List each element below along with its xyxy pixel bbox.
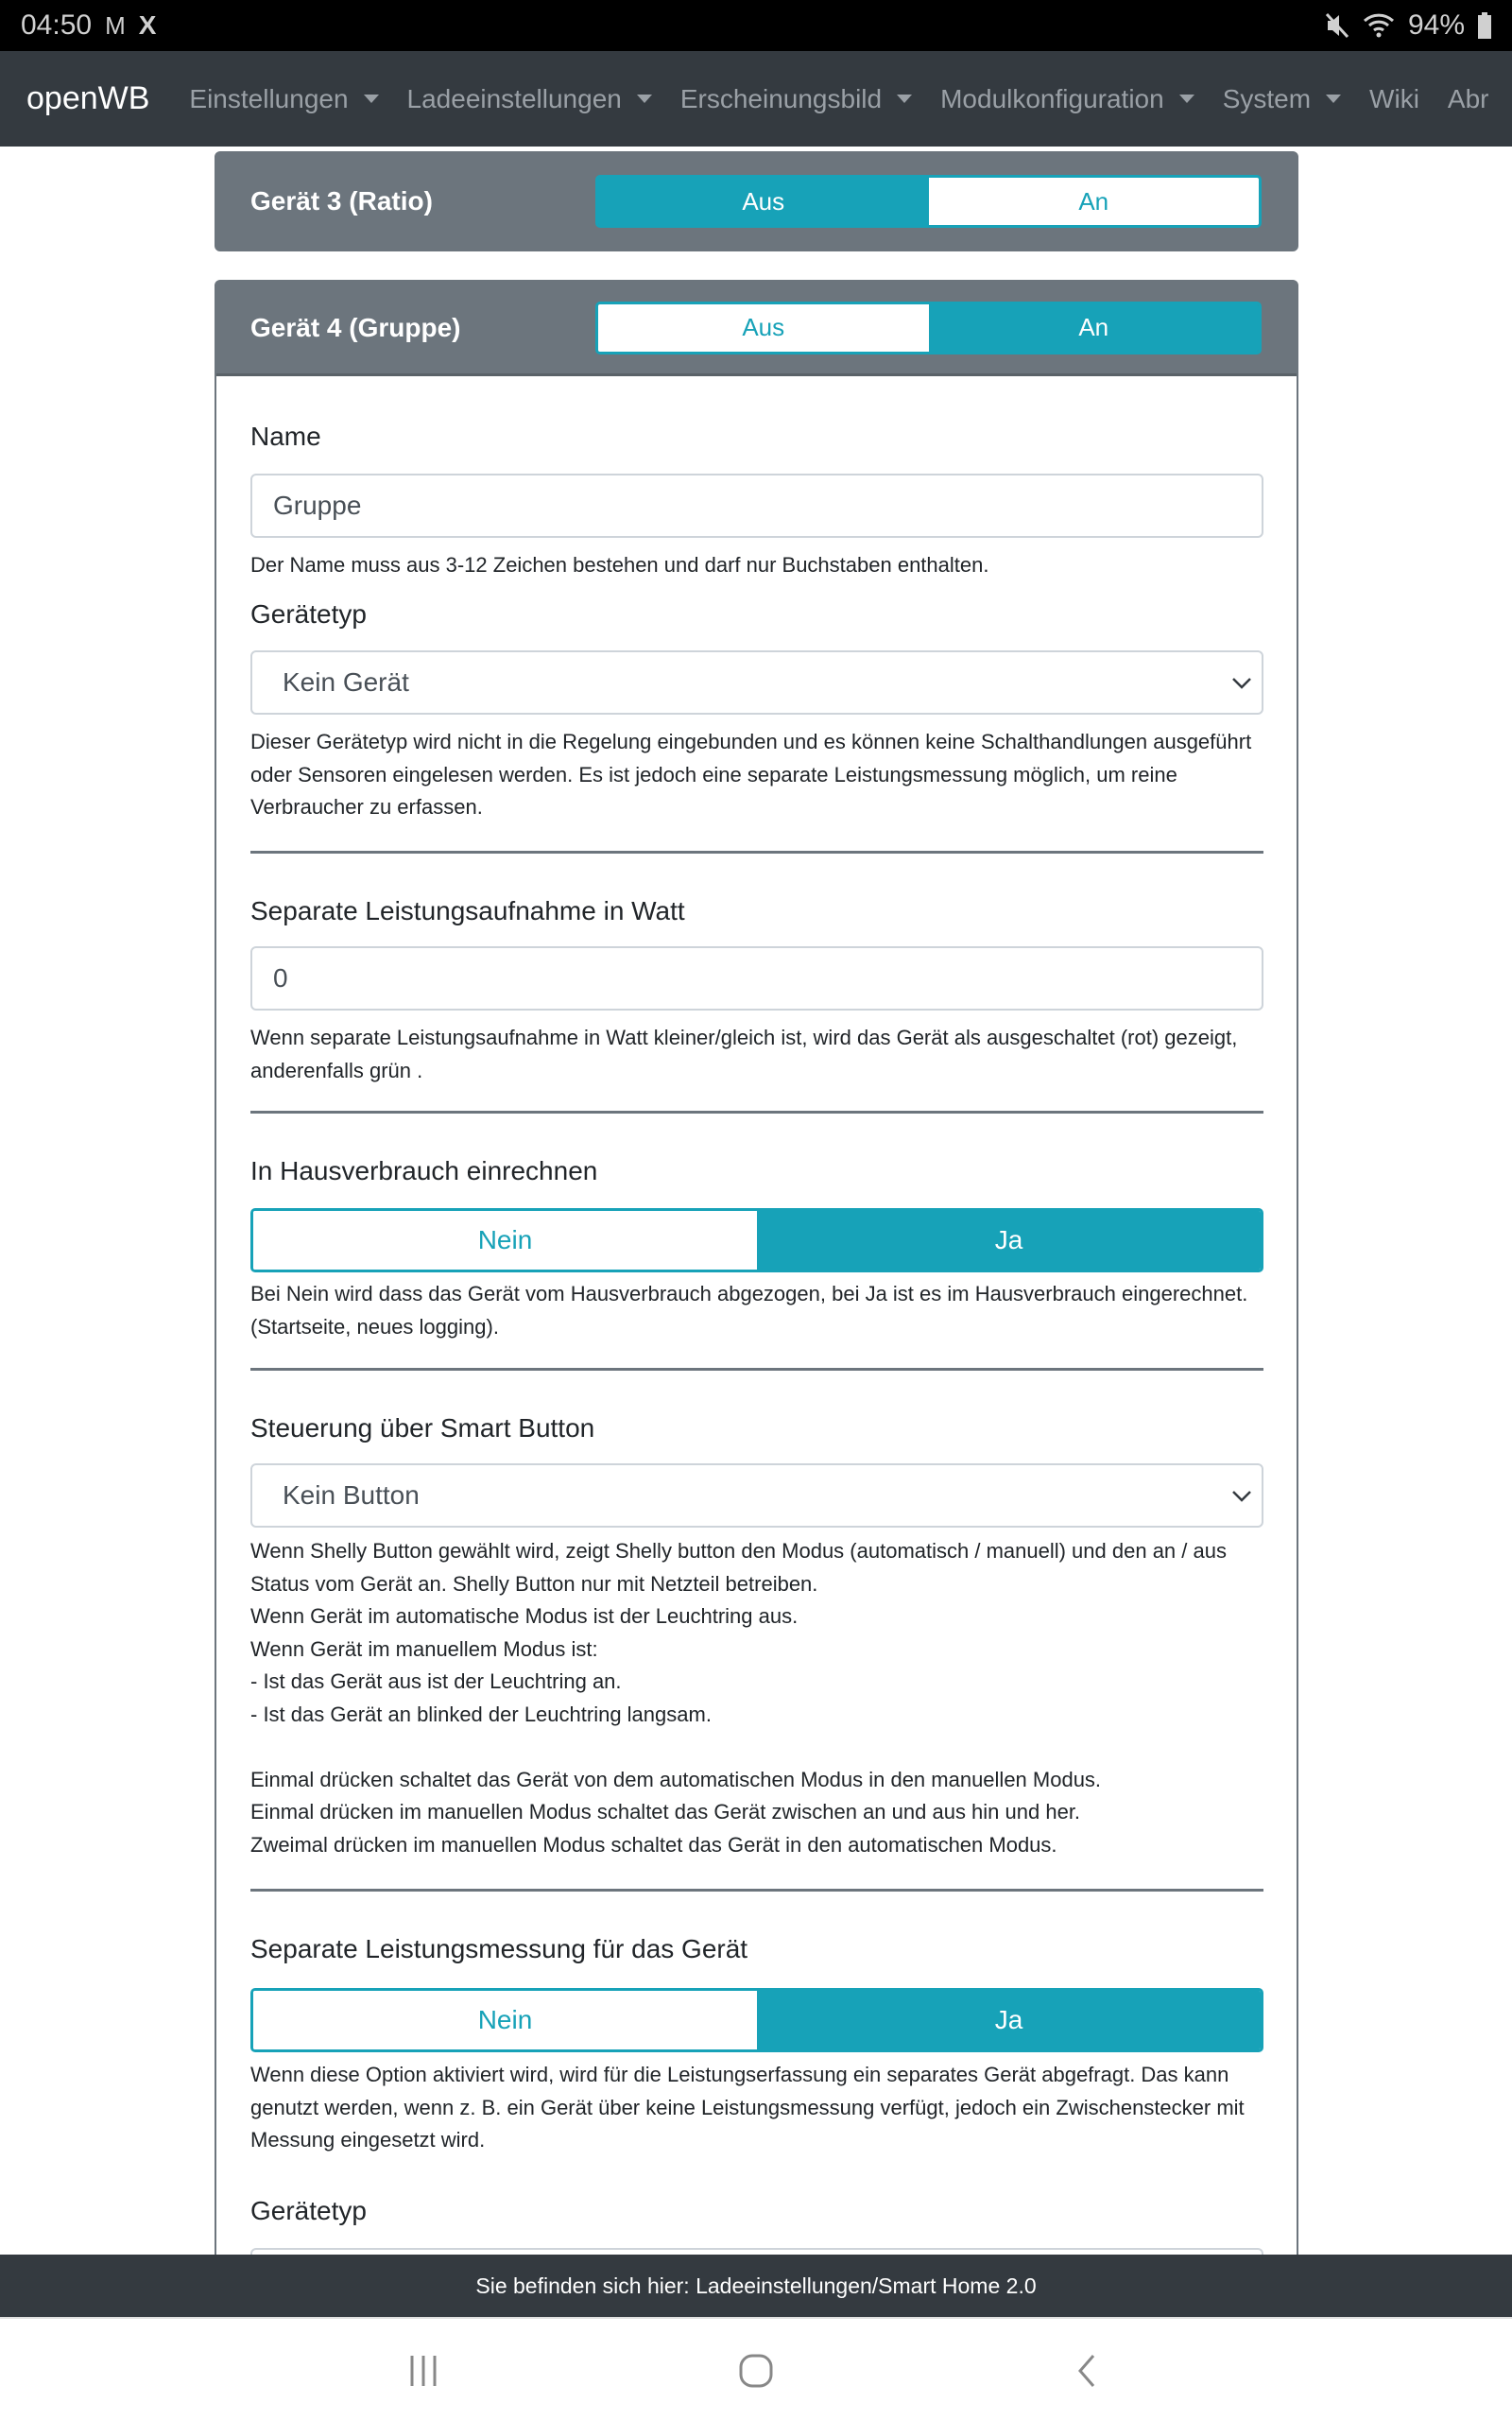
back-button[interactable] — [1058, 2347, 1115, 2394]
device-4-an-button[interactable]: An — [929, 304, 1260, 352]
house-consumption-help: Bei Nein wird dass das Gerät vom Hausverbrauch abgezogen, bei Ja ist es im Hausverbrauch eingerechnet. (Startseite, neues logging). — [250, 1282, 1248, 1339]
recent-apps-icon — [404, 2354, 442, 2388]
separate-meter-toggle — [250, 1988, 1263, 2052]
meter-device-type-label: Gerätetyp — [250, 2196, 367, 2225]
recent-apps-button[interactable] — [395, 2347, 452, 2394]
back-icon — [1073, 2352, 1101, 2390]
nav-modulkonfiguration[interactable]: Modulkonfiguration — [940, 84, 1194, 114]
battery-percent: 94% — [1407, 9, 1465, 41]
top-navbar — [0, 51, 1512, 147]
device-type-help: Dieser Gerätetyp wird nicht in die Regelung eingebunden und es können keine Schalthandlungen ausgeführt oder Sensoren eingelesen werden. Es ist jedoch eine separate Leistungsmessung möglich, um reine Verbraucher zu erfassen. — [250, 730, 1252, 819]
nav-einstellungen[interactable]: Einstellungen — [189, 84, 378, 114]
gmail-icon: M — [105, 10, 126, 40]
name-label: Name — [250, 422, 321, 451]
separate-meter-help: Wenn diese Option aktiviert wird, wird für die Leistungserfassung ein separates Gerät abgefragt. Das kann genutzt werden, wenn z. B. ein Gerät über keine Leistungsmessung verfügt, jedoch ein Zwischenstecker mit Messung eingesetzt wird. — [250, 2063, 1245, 2152]
house-consumption-ja-button[interactable]: Ja — [757, 1211, 1261, 1270]
clock: 04:50 — [21, 9, 93, 41]
name-help: Der Name muss aus 3-12 Zeichen bestehen und darf nur Buchstaben enthalten. — [250, 553, 989, 577]
home-button[interactable] — [728, 2347, 784, 2394]
caret-down-icon — [364, 95, 379, 103]
device-type-label: Gerätetyp — [250, 599, 367, 629]
house-consumption-nein-button[interactable]: Nein — [253, 1211, 757, 1270]
house-consumption-toggle — [250, 1208, 1263, 1272]
caret-down-icon — [637, 95, 652, 103]
divider — [250, 1889, 1263, 1892]
brand-logo[interactable]: openWB — [26, 80, 150, 116]
device-type-select[interactable]: Kein Gerät — [250, 650, 1263, 715]
nav-system[interactable]: System — [1223, 84, 1341, 114]
battery-icon — [1478, 12, 1491, 39]
divider — [250, 851, 1263, 854]
device-4-toggle — [595, 302, 1262, 354]
power-help: Wenn separate Leistungsaufnahme in Watt kleiner/gleich ist, wird das Gerät als ausgeschaltet (rot) gezeigt, anderenfalls grün . — [250, 1026, 1238, 1082]
smart-button-label: Steuerung über Smart Button — [250, 1413, 595, 1443]
caret-down-icon — [897, 95, 912, 103]
mute-icon — [1325, 12, 1349, 39]
android-nav-bar — [0, 2317, 1512, 2420]
device-4-title: Gerät 4 (Gruppe) — [250, 312, 461, 342]
house-consumption-label: In Hausverbrauch einrechnen — [250, 1156, 598, 1185]
smart-button-select[interactable]: Kein Button — [250, 1463, 1263, 1528]
chevron-down-icon — [1229, 1483, 1254, 1508]
separate-meter-ja-button[interactable]: Ja — [757, 1991, 1261, 2049]
device-4-aus-button[interactable]: Aus — [598, 304, 929, 352]
divider — [250, 1111, 1263, 1114]
device-4-card — [215, 280, 1298, 2255]
device-3-card — [215, 151, 1298, 251]
android-status-bar — [0, 0, 1512, 51]
chevron-down-icon — [1229, 670, 1254, 695]
power-input[interactable]: 0 — [250, 946, 1263, 1011]
nav-ladeeinstellungen[interactable]: Ladeeinstellungen — [407, 84, 652, 114]
nav-about[interactable]: Abr — [1447, 83, 1489, 113]
caret-down-icon — [1179, 95, 1194, 103]
device-3-an-button[interactable]: An — [929, 178, 1260, 225]
xing-icon: X — [138, 10, 157, 40]
name-input[interactable]: Gruppe — [250, 474, 1263, 538]
breadcrumb: Sie befinden sich hier: Ladeeinstellungen/Smart Home 2.0 — [475, 2273, 1037, 2298]
smart-button-help: Wenn Shelly Button gewählt wird, zeigt Shelly button den Modus (automatisch / manuell) und den an / aus Status vom Gerät an. Shelly Button nur mit Netzteil betreiben. Wenn Gerät im automatische Modus ist der Leuchtring aus. Wenn Gerät im manuellem Modus ist: - Ist das Gerät aus ist der Leuchtring an. - Ist das Gerät an blinked der Leuchtring langsam. Einmal drücken schaltet das Gerät von dem automatischen Modus in den manuellen Modus. Einmal drücken im manuellen Modus schaltet das Gerät zwischen an und aus hin und her. Zweimal drücken im manuellen Modus schaltet das Gerät in den automatischen Modus. — [250, 1539, 1227, 1857]
nav-erscheinungsbild[interactable]: Erscheinungsbild — [680, 84, 912, 114]
caret-down-icon — [1326, 95, 1341, 103]
home-icon — [737, 2352, 775, 2390]
wifi-icon — [1363, 12, 1395, 39]
meter-device-type-select[interactable] — [250, 2248, 1263, 2255]
device-3-title: Gerät 3 (Ratio) — [250, 186, 433, 216]
separate-meter-nein-button[interactable]: Nein — [253, 1991, 757, 2049]
device-3-aus-button[interactable]: Aus — [598, 178, 929, 225]
separate-meter-label: Separate Leistungsmessung für das Gerät — [250, 1934, 748, 1963]
main-content — [0, 147, 1512, 2255]
divider — [250, 1368, 1263, 1371]
device-3-toggle — [595, 175, 1262, 228]
nav-wiki[interactable]: Wiki — [1369, 83, 1419, 113]
breadcrumb-footer — [0, 2255, 1512, 2317]
power-label: Separate Leistungsaufnahme in Watt — [250, 896, 685, 925]
